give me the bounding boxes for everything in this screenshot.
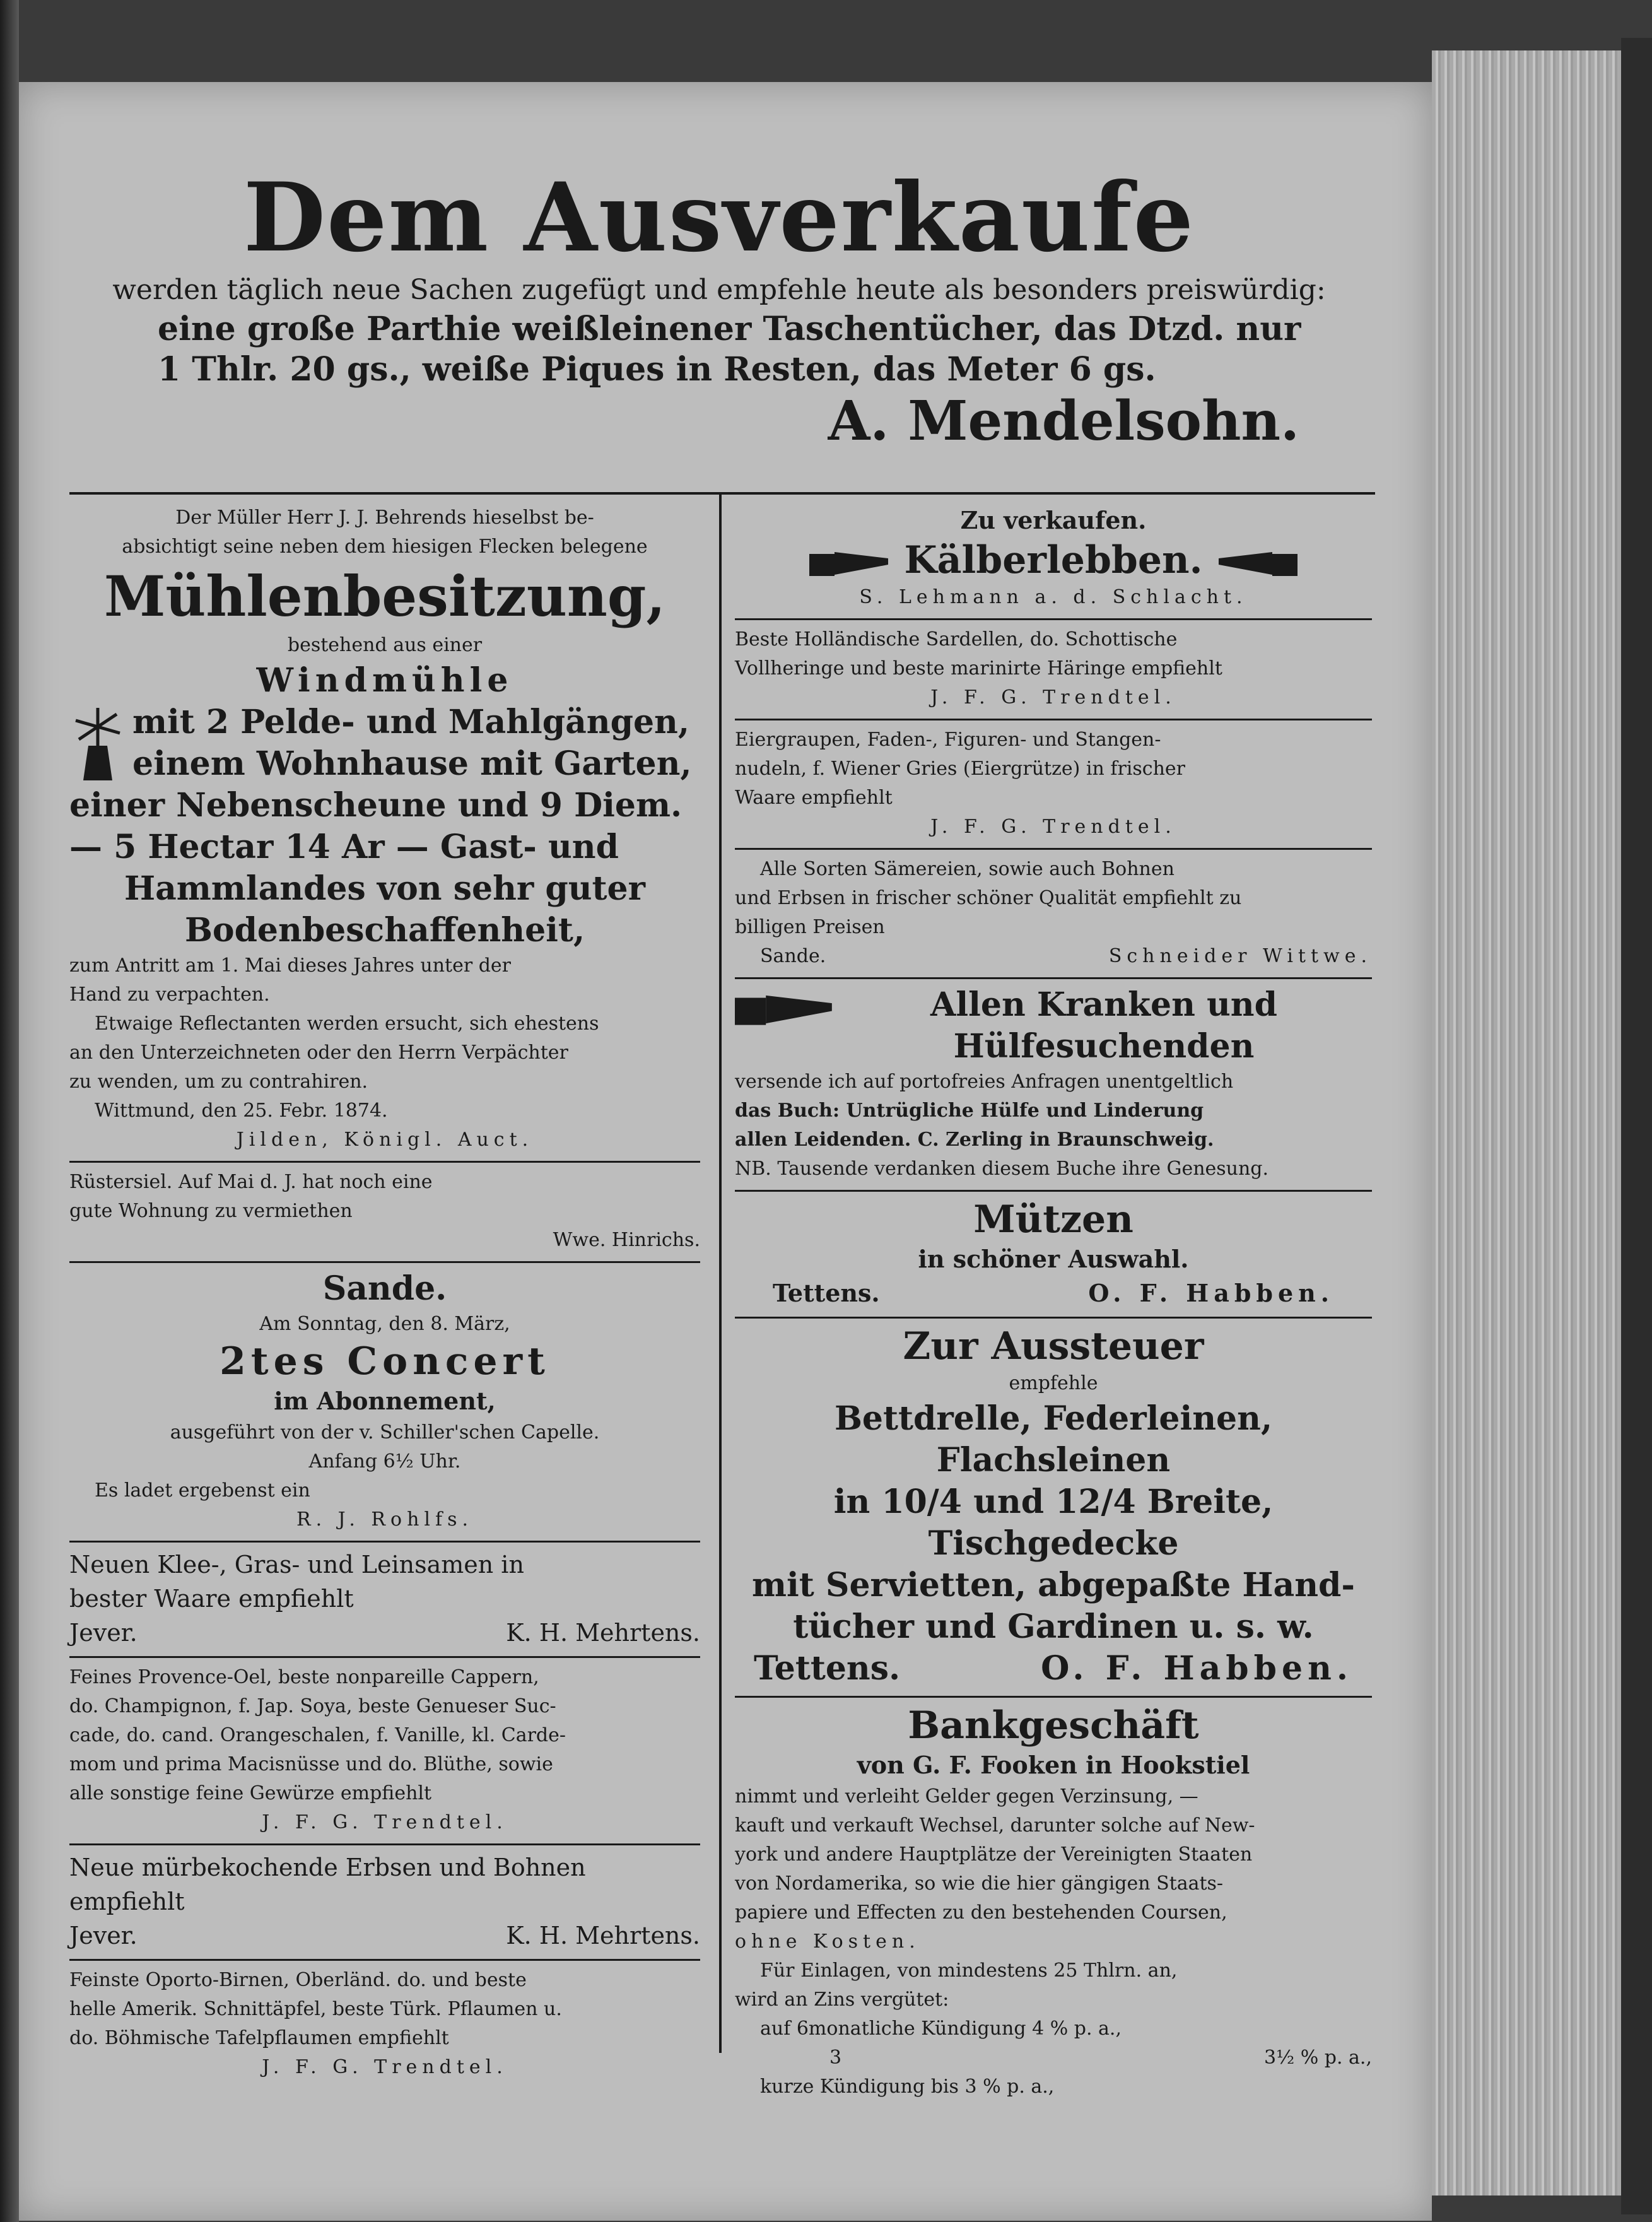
right-column [735, 498, 1372, 2108]
text-line: do. Champignon, f. Jap. Soya, beste Genueser Suc- [69, 1695, 556, 1717]
text-line: Anfang 6½ Uhr. [308, 1450, 461, 1473]
place: Jever. [69, 1922, 138, 1949]
header-line-2: eine große Parthie weißleinener Taschentücher, das Dtzd. nur [158, 310, 1301, 348]
left-column [69, 498, 700, 2088]
text-line: Vollheringe und beste marinirte Häringe empfiehlt [735, 657, 1222, 679]
ad-muehlenbesitzung [69, 498, 700, 1163]
text-line: mit Servietten, abgepaßte Hand- [752, 1566, 1355, 1604]
kranken-heading [735, 984, 1372, 1067]
text-line: Neuen Klee-, Gras- und Leinsamen in [69, 1551, 524, 1578]
text-line: Hand zu verpachten. [69, 984, 270, 1006]
text-line: do. Böhmische Tafelpflaumen empfiehlt [69, 2027, 449, 2049]
ad-muetzen [735, 1192, 1372, 1319]
headline: 2tes Concert [220, 1339, 550, 1384]
text-line: NB. Tausende verdanken diesem Buche ihre Genesung. [735, 1158, 1269, 1180]
ad-kaelberlebben [735, 498, 1372, 620]
book-binding-edge [0, 0, 19, 2222]
header-line-3: 1 Thlr. 20 gs., weiße Piques in Resten, das Meter 6 gs. [158, 350, 1156, 389]
text-line: york und andere Hauptplätze der Vereinigten Staaten [735, 1843, 1253, 1866]
signature: J. F. G. Trendtel. [930, 816, 1176, 838]
headline: Mühlenbesitzung, [103, 563, 665, 629]
signature-row [69, 1616, 700, 1650]
text-line: Bodenbeschaffenheit, [184, 911, 585, 949]
ad-provence-oel [69, 1658, 700, 1845]
text-line: Waare empfiehlt [735, 787, 893, 809]
text-line: einem Wohnhause mit Garten, [132, 744, 692, 783]
windmill-block [69, 702, 700, 785]
text-line: Hammlandes von sehr guter [124, 869, 646, 908]
signature: O. F. Habben. [1088, 1279, 1334, 1307]
text-line: das Buch: Untrügliche Hülfe und Linderung [735, 1100, 1204, 1122]
ad-saemereien [735, 850, 1372, 979]
text-line: und Erbsen in frischer schöner Qualität empfiehlt zu [735, 887, 1242, 909]
pointing-hand-right-icon [735, 984, 836, 1035]
text-line: Bettdrelle, Federleinen, Flachsleinen [834, 1399, 1273, 1479]
text-line: nimmt und verleiht Gelder gegen Verzinsung, — [735, 1785, 1198, 1808]
headline [735, 538, 1372, 583]
text-line: absichtigt seine neben dem hiesigen Flecken belegene [122, 536, 648, 558]
header-ad [63, 164, 1375, 492]
header-signature: A. Mendelsohn. [828, 389, 1299, 453]
headline: Bankgeschäft [908, 1703, 1199, 1748]
header-line-1: werden täglich neue Sachen zugefügt und empfehle heute als besonders preiswürdig: [112, 274, 1326, 306]
text-line: zum Antritt am 1. Mai dieses Jahres unter der [69, 955, 512, 977]
rate-value: 3½ % p. a., [1264, 2047, 1372, 2069]
page-stack [1432, 50, 1621, 2196]
signature: J. F. G. Trendtel. [262, 1811, 508, 1833]
text-line: nudeln, f. Wiener Gries (Eiergrütze) in frischer [735, 758, 1186, 780]
text-line: Beste Holländische Sardellen, do. Schottische [735, 628, 1178, 650]
text-line: von G. F. Fooken in Hookstiel [857, 1751, 1250, 1779]
text-line: papiere und Effecten zu den bestehenden Coursen, [735, 1902, 1227, 1924]
pointing-hand-right-icon [809, 544, 891, 582]
text-line: Rüstersiel. Auf Mai d. J. hat noch eine [69, 1171, 433, 1193]
signature-row [735, 942, 1372, 971]
rate-months: 3 [829, 2047, 842, 2069]
ad-kleesamen [69, 1543, 700, 1658]
text-line: einer Nebenscheune und 9 Diem. [69, 786, 682, 825]
text-line: cade, do. cand. Orangeschalen, f. Vanille, kl. Carde- [69, 1724, 566, 1746]
text-line: an den Unterzeichneten oder den Herrn Verpächter [69, 1042, 568, 1064]
signature: Schneider Wittwe. [1108, 945, 1372, 967]
rate-line: kurze Kündigung bis 3 % p. a., [760, 2076, 1055, 2098]
text-line: — 5 Hectar 14 Ar — Gast- und [69, 828, 619, 866]
text-line: helle Amerik. Schnittäpfel, beste Türk. Pflaumen u. [69, 1998, 562, 2020]
text-line: Feines Provence-Oel, beste nonpareille Cappern, [69, 1666, 539, 1688]
signature-row [735, 1648, 1372, 1690]
text-line: von Nordamerika, so wie die hier gängigen Staats- [735, 1872, 1224, 1895]
text-line: bester Waare empfiehlt [69, 1585, 354, 1613]
text-line: Für Einlagen, von mindestens 25 Thlrn. an, [760, 1960, 1178, 1982]
text-line: Es ladet ergebenst ein [95, 1479, 310, 1502]
text-line: Etwaige Reflectanten werden ersucht, sich ehestens [95, 1013, 599, 1035]
windmill-text [132, 702, 700, 785]
text-line: Zu verkaufen. [960, 506, 1147, 534]
signature-row [69, 1919, 700, 1953]
signature: S. Lehmann a. d. Schlacht. [859, 586, 1248, 608]
headline: Hülfesuchenden [953, 1027, 1255, 1066]
text-line: Am Sonntag, den 8. März, [259, 1313, 510, 1335]
signature-row [735, 1276, 1372, 1310]
signature: R. J. Rohlfs. [296, 1508, 474, 1531]
text-line: in 10/4 und 12/4 Breite, Tischgedecke [833, 1483, 1274, 1563]
text-line: mom und prima Macisnüsse und do. Blüthe, sowie [69, 1753, 553, 1775]
header-rule [69, 492, 1375, 495]
book-cover-edge [1621, 38, 1652, 2214]
text-line: Eiergraupen, Faden-, Figuren- und Stangen- [735, 729, 1161, 751]
signature: Wwe. Hinrichs. [553, 1229, 700, 1251]
ad-eiergraupen [735, 720, 1372, 850]
headline-text: Kälberlebben. [904, 538, 1203, 582]
text-line: in schöner Auswahl. [918, 1245, 1189, 1273]
ad-bankgeschaeft [735, 1698, 1372, 2108]
rate-line [735, 2043, 1372, 2072]
page-title: Dem Ausverkaufe [243, 162, 1195, 273]
text-line: kauft und verkauft Wechsel, darunter solche auf New- [735, 1814, 1255, 1837]
place: Jever. [69, 1619, 138, 1647]
headline: Mützen [973, 1197, 1134, 1242]
text-line: Der Müller Herr J. J. Behrends hieselbst be- [175, 507, 594, 529]
windmill-icon [69, 702, 126, 784]
text-line: empfiehlt [69, 1888, 185, 1915]
text-line: billigen Preisen [735, 916, 885, 938]
text-line: gute Wohnung zu vermiethen [69, 1200, 353, 1222]
headline: Sande. [322, 1269, 447, 1308]
text-line: Feinste Oporto-Birnen, Oberländ. do. und beste [69, 1969, 527, 1991]
text-line: ausgeführt von der v. Schiller'schen Capelle. [170, 1421, 600, 1443]
text-line: bestehend aus einer [287, 634, 483, 656]
text-line: im Abonnement, [274, 1387, 496, 1415]
text-line: versende ich auf portofreies Anfragen unentgeltlich [735, 1071, 1234, 1093]
text-line: zu wenden, um zu contrahiren. [69, 1071, 368, 1093]
text-line: Neue mürbekochende Erbsen und Bohnen [69, 1854, 586, 1881]
signature: K. H. Mehrtens. [506, 1619, 700, 1647]
headline: Zur Aussteuer [903, 1324, 1204, 1368]
rate-line: auf 6monatliche Kündigung 4 % p. a., [760, 2018, 1122, 2040]
headline: Windmühle [256, 661, 513, 700]
text-line: alle sonstige feine Gewürze empfiehlt [69, 1782, 432, 1804]
ad-erbsen [69, 1845, 700, 1961]
text-line: ohne Kosten. [735, 1931, 920, 1953]
text-line: empfehle [1009, 1372, 1098, 1394]
text-line: Alle Sorten Sämereien, sowie auch Bohnen [760, 858, 1175, 880]
date-line: Wittmund, den 25. Febr. 1874. [95, 1100, 388, 1122]
text-line: allen Leidenden. C. Zerling in Braunschweig. [735, 1129, 1214, 1151]
kranken-heading-text [836, 984, 1372, 1067]
text-line: wird an Zins vergütet: [735, 1989, 949, 2011]
signature: J. F. G. Trendtel. [930, 686, 1176, 708]
page-content [63, 164, 1375, 2132]
place: Tettens. [754, 1649, 901, 1688]
pointing-hand-left-icon [1216, 544, 1298, 582]
ad-sardellen [735, 620, 1372, 720]
signature: J. F. G. Trendtel. [262, 2056, 508, 2078]
signature: Jilden, Königl. Auct. [236, 1129, 534, 1151]
signature: O. F. Habben. [1041, 1649, 1353, 1688]
place: Tettens. [773, 1279, 880, 1307]
text-line: tücher und Gardinen u. s. w. [793, 1608, 1314, 1646]
ad-aussteuer [735, 1319, 1372, 1698]
text-line: mit 2 Pelde- und Mahlgängen, [132, 703, 689, 741]
ad-oporto-birnen [69, 1961, 700, 2088]
ad-ruestersiel [69, 1163, 700, 1263]
place: Sande. [760, 945, 826, 967]
signature: K. H. Mehrtens. [506, 1922, 700, 1949]
column-divider [719, 495, 722, 2053]
ad-kranken [735, 979, 1372, 1192]
ad-concert [69, 1263, 700, 1543]
headline: Allen Kranken und [930, 985, 1277, 1024]
